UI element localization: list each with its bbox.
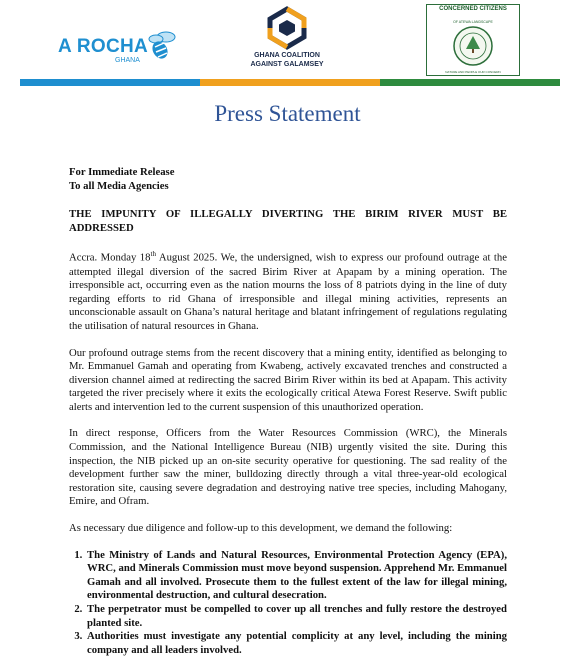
header-stripe-orange [200, 79, 380, 86]
coalition-logo-text [232, 51, 342, 69]
bee-icon [146, 30, 178, 64]
paragraph-2: Our profound outrage stems from the recent discovery that a mining entity, identified as belonging to Mr. Emmanuel Gamah and operating from Kwabeng, actively excavated trenches and constructed a diversion channel aimed at redirecting the sacred Birim River within its bed at Apapam. This activity targeted the river precisely where it exits the ecologically critical Atewa Forest Reserve. Swift public alerts and intervention led to the current suspension of this unauthorized operation. [69, 346, 507, 413]
statement-heading: THE IMPUNITY OF ILLEGALLY DIVERTING THE BIRIM RIVER MUST BE ADDRESSED [69, 208, 507, 234]
seal-icon [447, 25, 499, 67]
arocha-logo-name: A ROCHA [58, 36, 149, 57]
demand-item-3: 3. Authorities must investigate any potential complicity at any level, including the mining company and all leaders involved. [85, 630, 507, 657]
demands-list [69, 549, 507, 657]
cc-logo-tagline: NATURE AND PEOPLE OUR CONCERN [445, 70, 501, 74]
coalition-emblem-icon [264, 6, 310, 50]
concerned-citizens-logo [426, 4, 520, 76]
statement-body [69, 166, 507, 657]
header-stripe-blue [20, 79, 200, 86]
date-prefix: Accra. Monday 18 [69, 251, 151, 264]
paragraph-3: In direct response, Officers from the Water Resources Commission (WRC), the Minerals Commission, and the National Intelligence Bureau (NIB) urgently visited the site. During this inspection, the NIB picked up an on-site security operative for questioning. The sad reality of the development further saw the miner, bulldozing directly through a vital three-year-old ecological restoration site, causing severe degradation and destroying native tree species, including Mahogany, Emire, and Ofram. [69, 427, 507, 508]
demand-item-2: 2. The perpetrator must be compelled to cover up all trenches and fully restore the destroyed planted site. [85, 603, 507, 630]
coalition-line-2: AGAINST GALAMSEY [250, 61, 324, 68]
document-title: Press Statement [214, 101, 361, 126]
cc-logo-subtitle: OF ATEWA LANDSCAPE [453, 20, 493, 24]
coalition-line-1: GHANA COALITION [254, 52, 320, 59]
letterhead-logos [0, 0, 575, 76]
paragraph-1-text: August 2025. We, the undersigned, wish to express our profound outrage at the attempted illegal diversion of the sacred Birim River at Apapam by a mining operation. The irresponsible act, occurring even as the nation mourns the loss of 8 patriots dying in the line of duty regarding efforts to rid Ghana of irresponsible and illegal mining activities, represents an unconscionable assault on Ghana’s natural heritage and blatant infringement of regulations regulating the utilisation of natural resources in Ghana. [69, 251, 507, 332]
cc-logo-title: CONCERNED CITIZENS [439, 6, 507, 12]
header-stripe-green [380, 79, 560, 86]
paragraph-1 [69, 248, 507, 333]
demand-item-1: 1. The Ministry of Lands and Natural Resources, Environmental Protection Agency (EPA), WRC, and Minerals Commission must move beyond suspension. Apprehend Mr. Emmanuel Gamah and all involved. Prosecute them to the fullest extent of the law for illegal mining, environmental destruction, and cultural desecration. [85, 549, 507, 603]
paragraph-4: As necessary due diligence and follow-up to this development, we demand the following: [69, 522, 453, 535]
arocha-logo-sub: GHANA [115, 57, 140, 64]
release-line-2: To all Media Agencies [69, 179, 169, 192]
date-suffix: th [150, 250, 156, 259]
release-line-1: For Immediate Release [69, 166, 175, 178]
